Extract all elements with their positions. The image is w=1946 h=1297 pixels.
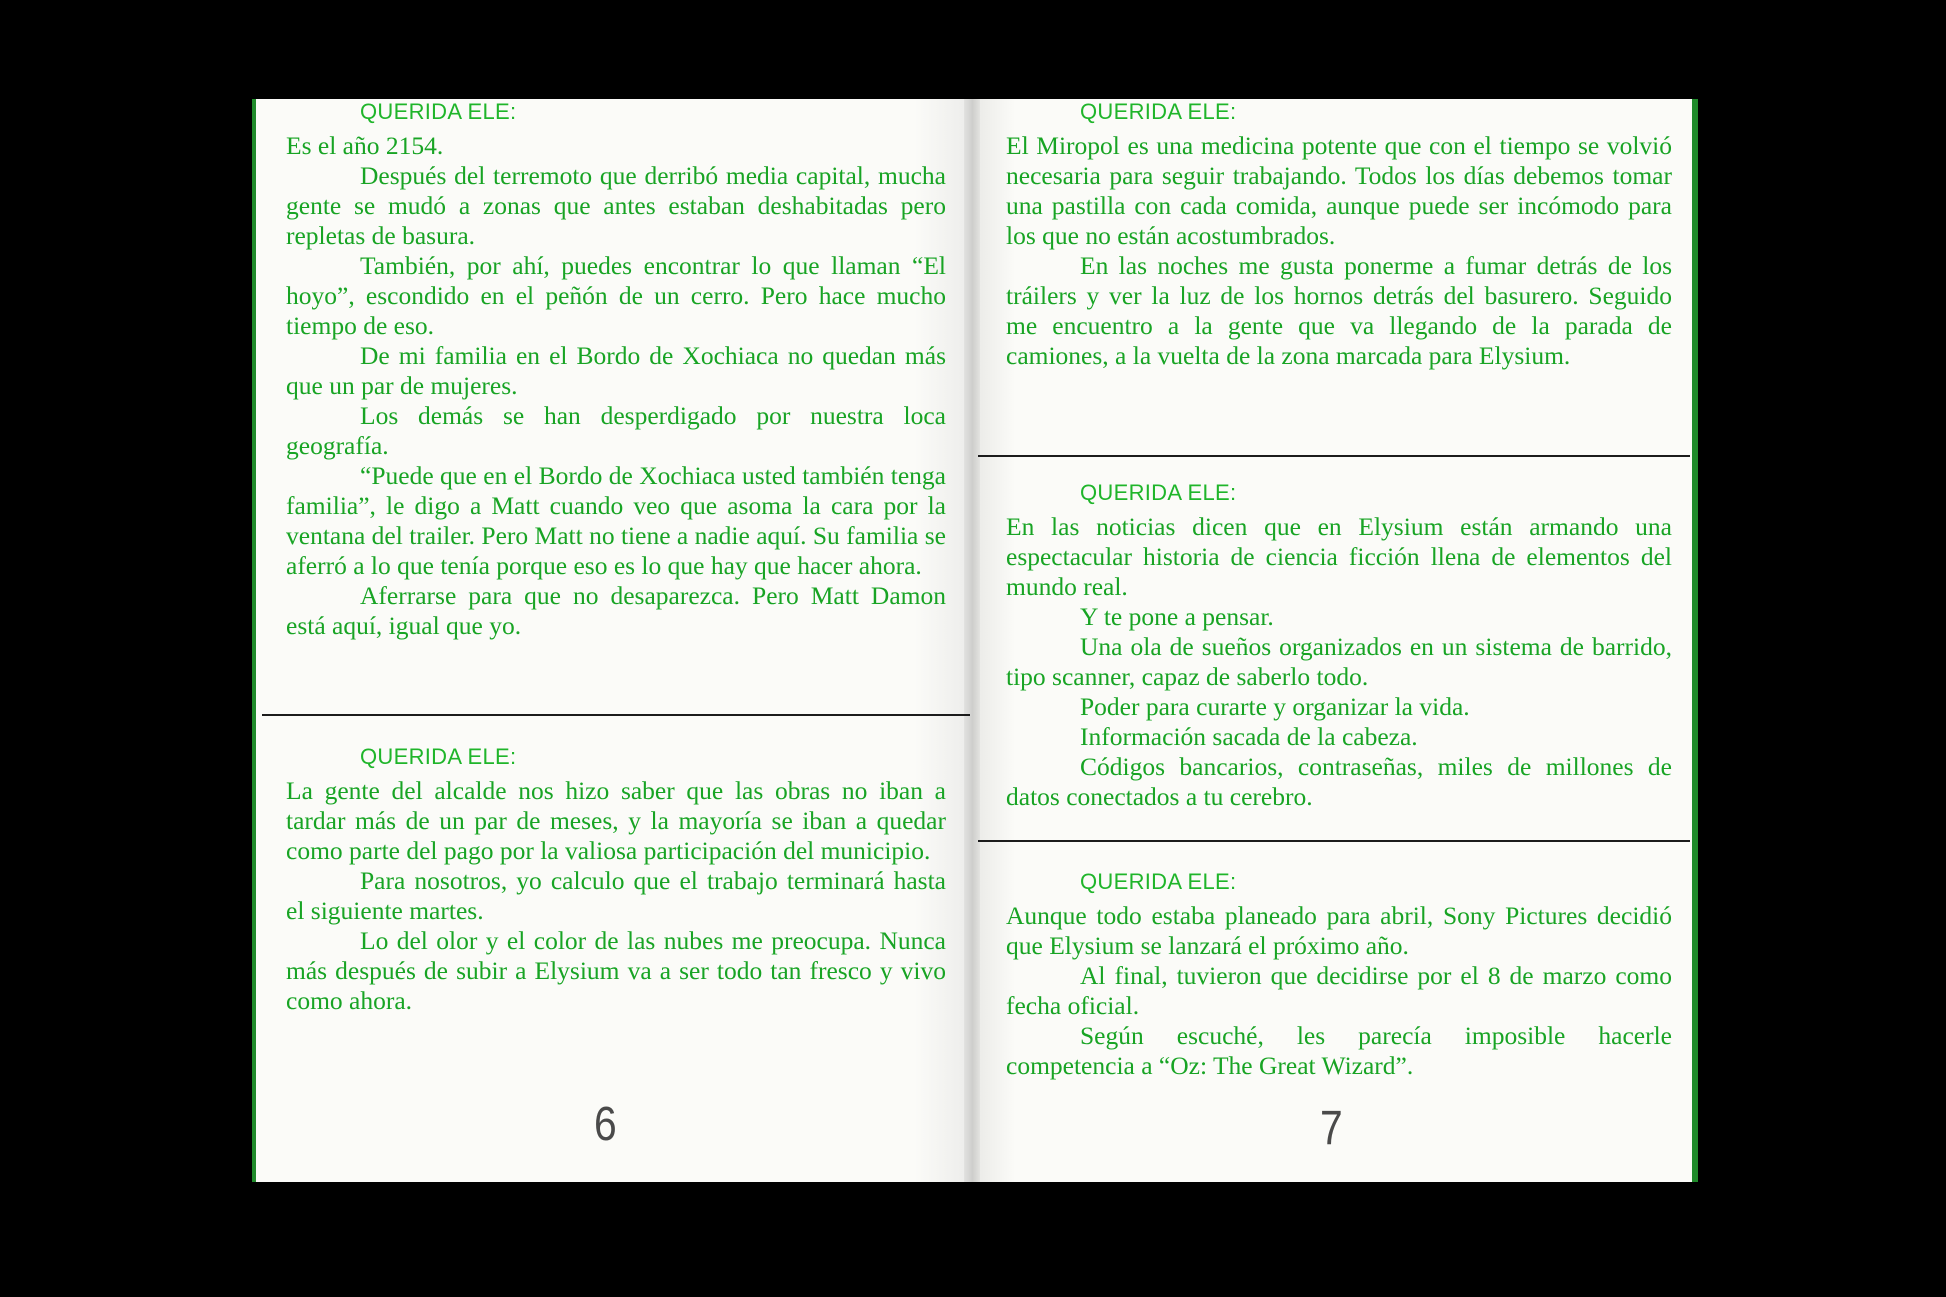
letter-5: [1006, 869, 1672, 1081]
section-divider: [978, 455, 1690, 457]
section-divider: [262, 714, 970, 716]
paragraph: Poder para curarte y organizar la vida.: [1080, 692, 1470, 721]
letter-heading: QUERIDA ELE:: [1080, 480, 1237, 505]
paragraph: Lo del olor y el color de las nubes me preocupa. Nunca más después de subir a Elysium va a ser todo tan fresco y vivo como ahora.: [286, 926, 946, 1015]
paragraph: Es el año 2154.: [286, 131, 444, 160]
paragraph: De mi familia en el Bordo de Xochiaca no quedan más que un par de mujeres.: [286, 341, 946, 400]
paragraph: Después del terremoto que derribó media capital, mucha gente se mudó a zonas que antes estaban deshabitadas pero repletas de basura.: [286, 161, 946, 250]
letter-4: [1006, 480, 1672, 812]
letter-body: [1006, 512, 1672, 812]
paragraph: Según escuché, les parecía imposible hacerle competencia a “Oz: The Great Wizard”.: [1006, 1021, 1672, 1080]
page-number: 6: [594, 1098, 617, 1151]
left-page: [252, 99, 972, 1182]
paragraph: La gente del alcalde nos hizo saber que las obras no iban a tardar más de un par de meses, y la mayoría se iban a quedar como parte del pago por la valiosa participación del municipio.: [286, 776, 946, 865]
letter-body: [286, 776, 946, 1016]
paragraph: Códigos bancarios, contraseñas, miles de millones de datos conectados a tu cerebro.: [1006, 752, 1672, 811]
book-gutter: [964, 99, 980, 1182]
paragraph: Aferrarse para que no desaparezca. Pero Matt Damon está aquí, igual que yo.: [286, 581, 946, 640]
right-page: [972, 99, 1698, 1182]
letter-1: [286, 99, 946, 641]
section-divider: [978, 840, 1690, 842]
letter-body: [1006, 901, 1672, 1081]
letter-heading: QUERIDA ELE:: [360, 99, 517, 124]
letter-3: [1006, 99, 1672, 371]
paragraph: El Miropol es una medicina potente que con el tiempo se volvió necesaria para seguir trabajando. Todos los días debemos tomar una pastilla con cada comida, aunque puede ser incómodo para los que no están acostumbrados.: [1006, 131, 1672, 250]
paragraph: “Puede que en el Bordo de Xochiaca usted también tenga familia”, le digo a Matt cuando veo que asoma la cara por la ventana del trailer. Pero Matt no tiene a nadie aquí. Su familia se aferró a lo que tenía porque eso es lo que hay que hacer ahora.: [286, 461, 946, 580]
page-number: 7: [1320, 1102, 1343, 1155]
letter-2: [286, 744, 946, 1016]
letter-heading: QUERIDA ELE:: [360, 744, 517, 769]
paragraph: También, por ahí, puedes encontrar lo que llaman “El hoyo”, escondido en el peñón de un cerro. Pero hace mucho tiempo de eso.: [286, 251, 946, 340]
paragraph: Para nosotros, yo calculo que el trabajo terminará hasta el siguiente martes.: [286, 866, 946, 925]
paragraph: En las noches me gusta ponerme a fumar detrás de los tráilers y ver la luz de los hornos detrás del basurero. Seguido me encuentro a la gente que va llegando de la parada de camiones, a la vuelta de la zona marcada para Elysium.: [1006, 251, 1672, 370]
booklet-spread: [252, 99, 1698, 1182]
paragraph: Y te pone a pensar.: [1080, 602, 1274, 631]
paragraph: Información sacada de la cabeza.: [1080, 722, 1418, 751]
paragraph: Aunque todo estaba planeado para abril, Sony Pictures decidió que Elysium se lanzará el próximo año.: [1006, 901, 1672, 960]
paragraph: En las noticias dicen que en Elysium están armando una espectacular historia de ciencia ficción llena de elementos del mundo real.: [1006, 512, 1672, 601]
paragraph: Los demás se han desperdigado por nuestra loca geografía.: [286, 401, 946, 460]
paragraph: Una ola de sueños organizados en un sistema de barrido, tipo scanner, capaz de saberlo todo.: [1006, 632, 1672, 691]
letter-body: [286, 131, 946, 641]
letter-heading: QUERIDA ELE:: [1080, 869, 1237, 894]
letter-body: [1006, 131, 1672, 371]
letter-heading: QUERIDA ELE:: [1080, 99, 1237, 124]
paragraph: Al final, tuvieron que decidirse por el 8 de marzo como fecha oficial.: [1006, 961, 1672, 1020]
